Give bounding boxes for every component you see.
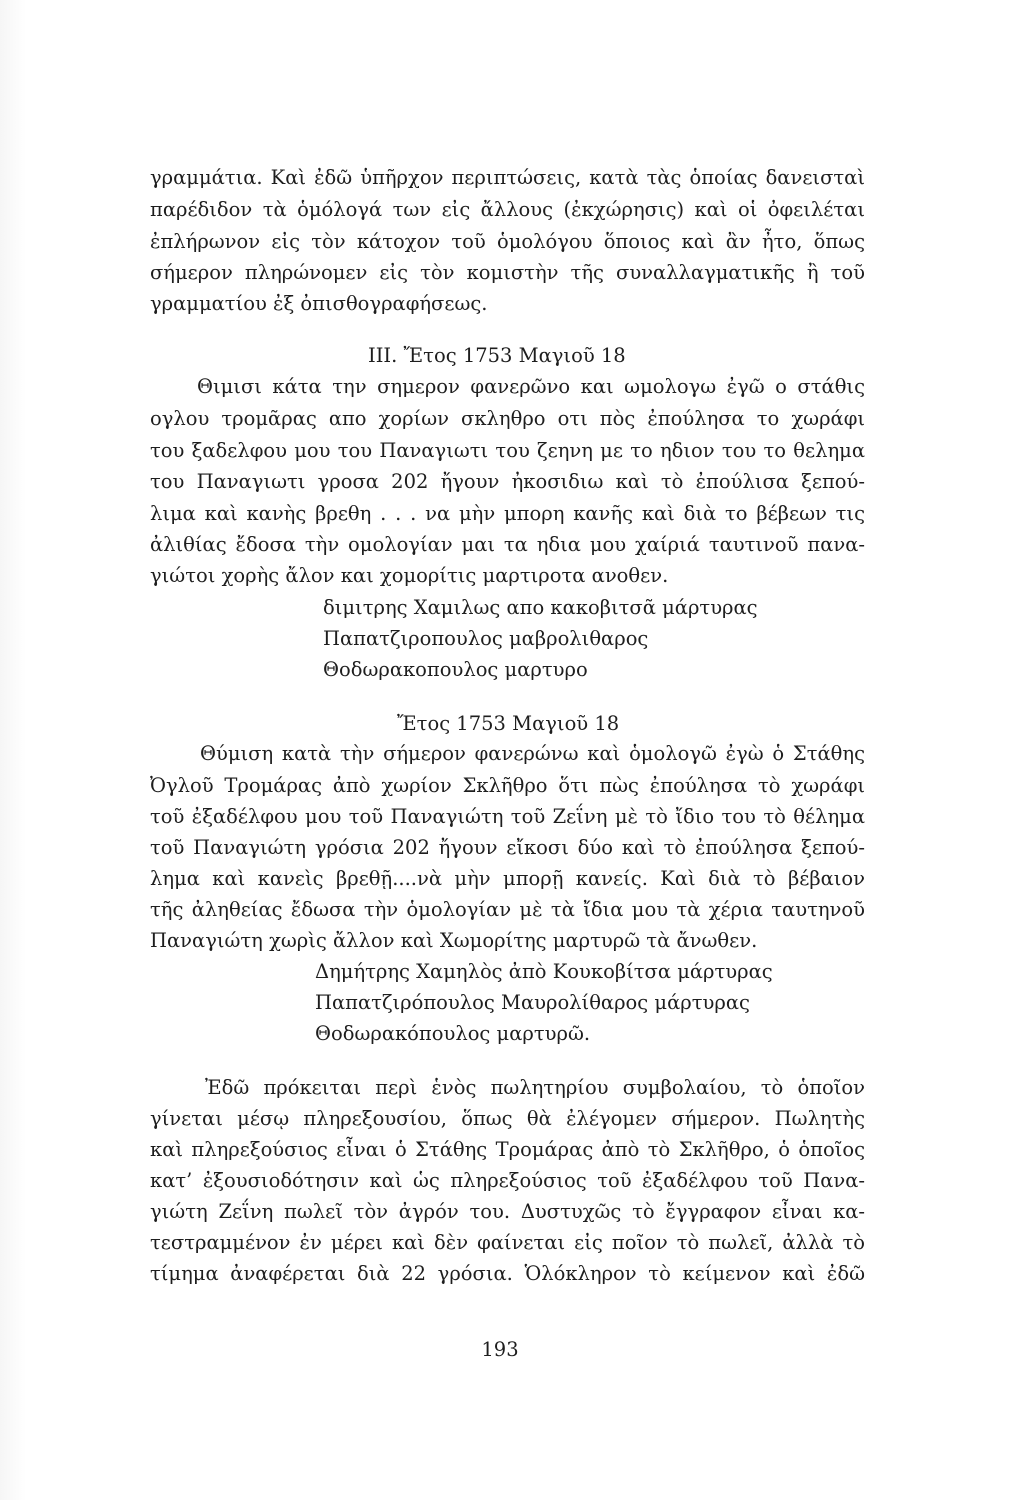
document-heading: III. Ἔτος 1753 Μαγιοῦ 18 <box>368 344 626 367</box>
text-line: τοῦ Παναγιώτη γρόσια 202 ἤγουν εἴκοσι δύο καὶ τὸ ἐπούλησα ξεπού- <box>150 836 865 859</box>
text-line: Παναγιώτη χωρὶς ἄλλον καὶ Χωμορίτης μαρτυρῶ τὰ ἄνωθεν. <box>150 929 758 952</box>
text-line: γιώτοι χορὴς ἄλον και χομορίτις μαρτιροτα ανοθεν. <box>150 564 669 587</box>
text-line: κατ’ ἐξουσιοδότησιν καὶ ὡς πληρεξούσιος τοῦ ἐξαδέλφου τοῦ Πανα- <box>150 1169 865 1192</box>
text-line: λημα καὶ κανεὶς βρεθῇ....νὰ μὴν μπορῇ κανείς. Καὶ διὰ τὸ βέβαιον <box>150 867 865 890</box>
text-line: του ξαδελφου μου του Παναγιωτι του ζεηνη με το ηδιον του το θελημα <box>150 439 865 462</box>
text-line: ἀλιθίας ἔδοσα τὴν ομολογίαν μαι τα ηδια μου χαίριά ταυτινοῦ πανα- <box>150 533 865 556</box>
text-line: τοῦ ἐξαδέλφου μου τοῦ Παναγιώτη τοῦ Ζεΐνη μὲ τὸ ἴδιο του τὸ θέλημα <box>150 805 865 828</box>
text-line: Ὀγλοῦ Τρομάρας ἀπὸ χωρίον Σκλῆθρο ὅτι πὼς ἐπούλησα τὸ χωράφι <box>150 774 865 797</box>
text-line: τῆς ἀληθείας ἔδωσα τὴν ὁμολογίαν μὲ τὰ ἴδια μου τὰ χέρια ταυτηνοῦ <box>150 898 865 921</box>
text-line: παρέδιδον τὰ ὁμόλογά των εἰς ἄλλους (ἐκχώρησις) καὶ οἱ ὀφειλέται <box>150 198 865 221</box>
text-line: ογλου τρομᾶρας απο χορίων σκληθρο οτι πὸς ἐπούλησα το χωράφι <box>150 407 865 430</box>
signature-line: Θοδωρακοπουλος μαρτυρο <box>323 658 588 681</box>
signature-line: διμιτρης Χαμιλως απο κακοβιτσᾶ μάρτυρας <box>323 596 758 619</box>
text-line: λιμα καὶ κανὴς βρεθη . . . να μὴν μπορη κανῆς καὶ διὰ το βέβεων τις <box>150 502 865 525</box>
text-line: καὶ πληρεξούσιος εἶναι ὁ Στάθης Τρομάρας ἀπὸ τὸ Σκλῆθρο, ὁ ὁποῖος <box>150 1138 865 1161</box>
text-line: Θύμιση κατὰ τὴν σήμερον φανερώνω καὶ ὁμολογῶ ἐγὼ ὁ Στάθης <box>200 742 865 765</box>
page-number: 193 <box>481 1338 519 1361</box>
signature-line: Παπατζιροπουλος μαβρολιθαρος <box>323 627 649 650</box>
text-line: τεστραμμένον ἐν μέρει καὶ δὲν φαίνεται εἰς ποῖον τὸ πωλεῖ, ἀλλὰ τὸ <box>150 1231 865 1254</box>
text-line: γραμμάτια. Καὶ ἐδῶ ὑπῆρχον περιπτώσεις, κατὰ τὰς ὁποίας δανεισταὶ <box>150 166 865 189</box>
signature-line: Παπατζιρόπουλος Μαυρολίθαρος μάρτυρας <box>315 991 750 1014</box>
text-line: γραμματίου ἐξ ὀπισθογραφήσεως. <box>150 292 488 315</box>
text-line: τίμημα ἀναφέρεται διὰ 22 γρόσια. Ὁλόκληρον τὸ κείμενον καὶ ἐδῶ <box>150 1262 865 1285</box>
document-heading: Ἔτος 1753 Μαγιοῦ 18 <box>397 712 620 735</box>
text-line: ἐπλήρωνον εἰς τὸν κάτοχον τοῦ ὁμολόγου ὅποιος καὶ ἂν ἦτο, ὅπως <box>150 230 865 253</box>
signature-line: Δημήτρης Χαμηλὸς ἀπὸ Κουκοβίτσα μάρτυρας <box>315 960 773 983</box>
text-line: σήμερον πληρώνομεν εἰς τὸν κομιστὴν τῆς συναλλαγματικῆς ἢ τοῦ <box>150 261 865 284</box>
text-line: Ἐδῶ πρόκειται περὶ ἑνὸς πωλητηρίου συμβολαίου, τὸ ὁποῖον <box>205 1076 865 1099</box>
text-line: του Παναγιωτι γροσα 202 ἤγουν ἠκοσιδιω καὶ τὸ ἐπούλισα ξεπού- <box>150 470 865 493</box>
signature-line: Θοδωρακόπουλος μαρτυρῶ. <box>315 1022 591 1045</box>
text-line: γίνεται μέσῳ πληρεξουσίου, ὅπως θὰ ἐλέγομεν σήμερον. Πωλητὴς <box>150 1107 865 1130</box>
text-line: γιώτη Ζεΐνη πωλεῖ τὸν ἀγρόν του. Δυστυχῶς τὸ ἔγγραφον εἶναι κα- <box>150 1200 865 1223</box>
text-line: Θιμισι κάτα την σημερον φανερῶνο και ωμολογω ἐγῶ ο στάθις <box>197 375 865 398</box>
